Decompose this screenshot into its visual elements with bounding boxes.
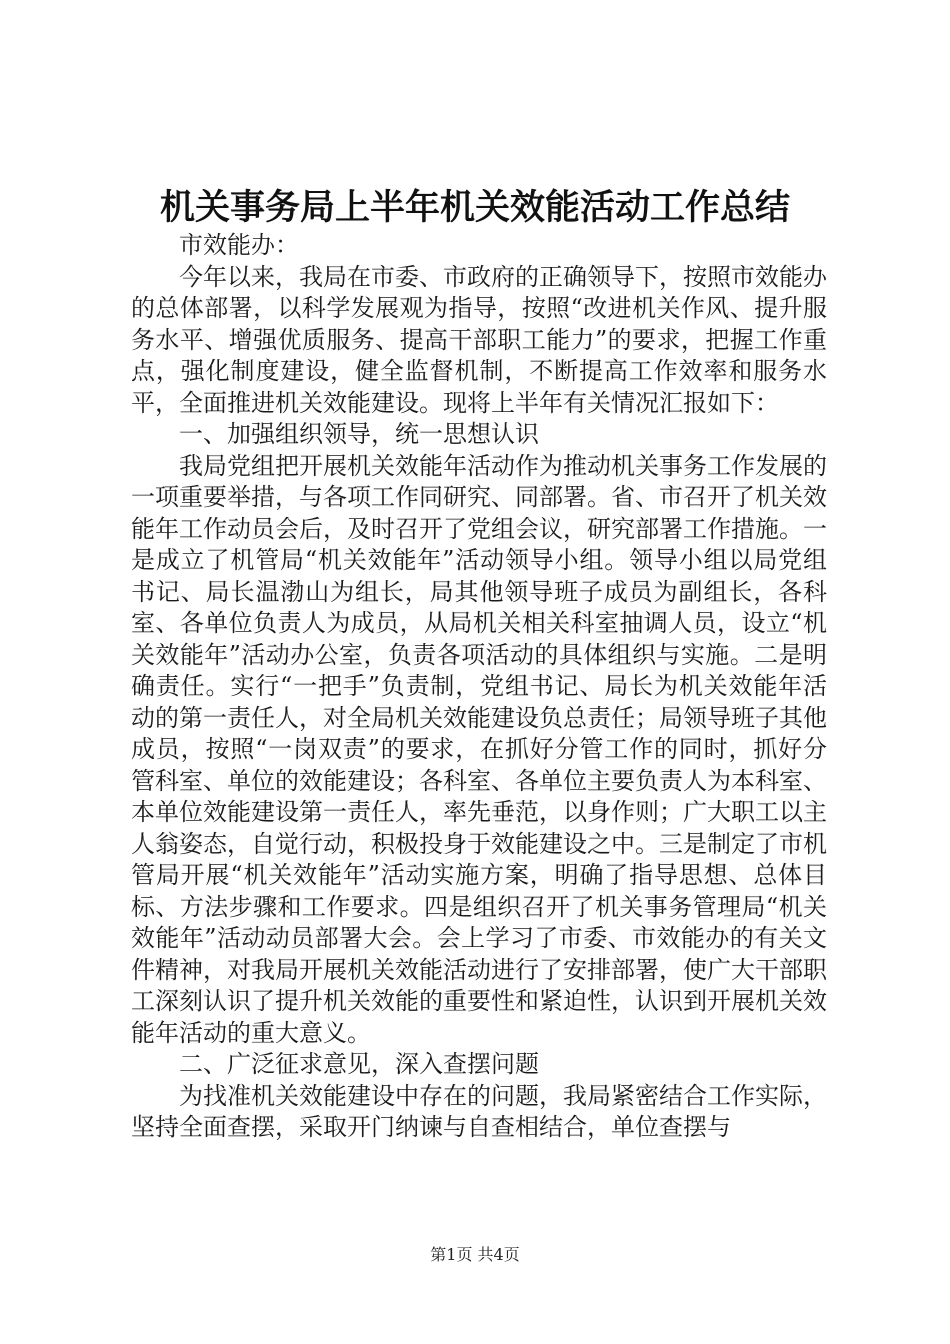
section-heading-1: 一、加强组织领导，统一思想认识: [179, 420, 539, 448]
paragraph-intro: 今年以来，我局在市委、市政府的正确领导下，按照市效能办的总体部署，以科学发展观为指导，按照“改进机关作风、提升服务水平、增强优质服务、提高干部职工能力”的要求，把握工作重点，强化制度建设，健全监督机制，不断提高工作效率和服务水平，全面推进机关效能建设。现将上半年有关情况汇报如下：: [131, 262, 827, 417]
page-number: 第1页 共4页: [430, 1245, 520, 1264]
document-body: [131, 230, 827, 1144]
salutation: 市效能办：: [179, 231, 299, 259]
document-title: 机关事务局上半年机关效能活动工作总结: [159, 187, 790, 228]
paragraph-section-1: 我局党组把开展机关效能年活动作为推动机关事务工作发展的一项重要举措，与各项工作同研究、同部署。省、市召开了机关效能年工作动员会后，及时召开了党组会议，研究部署工作措施。一是成立了机管局“机关效能年”活动领导小组。领导小组以局党组书记、局长温渤山为组长，局其他领导班子成员为副组长，各科室、各单位负责人为成员，从局机关相关科室抽调人员，设立“机关效能年”活动办公室，负责各项活动的具体组织与实施。二是明确责任。实行“一把手”负责制，党组书记、局长为机关效能年活动的第一责任人，对全局机关效能建设负总责任；局领导班子其他成员，按照“一岗双责”的要求，在抓好分管工作的同时，抓好分管科室、单位的效能建设；各科室、各单位主要负责人为本科室、本单位效能建设第一责任人，率先垂范，以身作则；广大职工以主人翁姿态，自觉行动，积极投身于效能建设之中。三是制定了市机管局开展“机关效能年”活动实施方案，明确了指导思想、总体目标、方法步骤和工作要求。四是组织召开了机关事务管理局“机关效能年”活动动员部署大会。会上学习了市委、市效能办的有关文件精神，对我局开展机关效能活动进行了安排部署，使广大干部职工深刻认识了提升机关效能的重要性和紧迫性，认识到开展机关效能年活动的重大意义。: [131, 451, 827, 1047]
paragraph-section-2: 为找准机关效能建设中存在的问题，我局紧密结合工作实际，坚持全面查摆，采取开门纳谏与自查相结合，单位查摆与: [131, 1081, 827, 1141]
section-heading-2: 二、广泛征求意见，深入查摆问题: [179, 1050, 539, 1078]
